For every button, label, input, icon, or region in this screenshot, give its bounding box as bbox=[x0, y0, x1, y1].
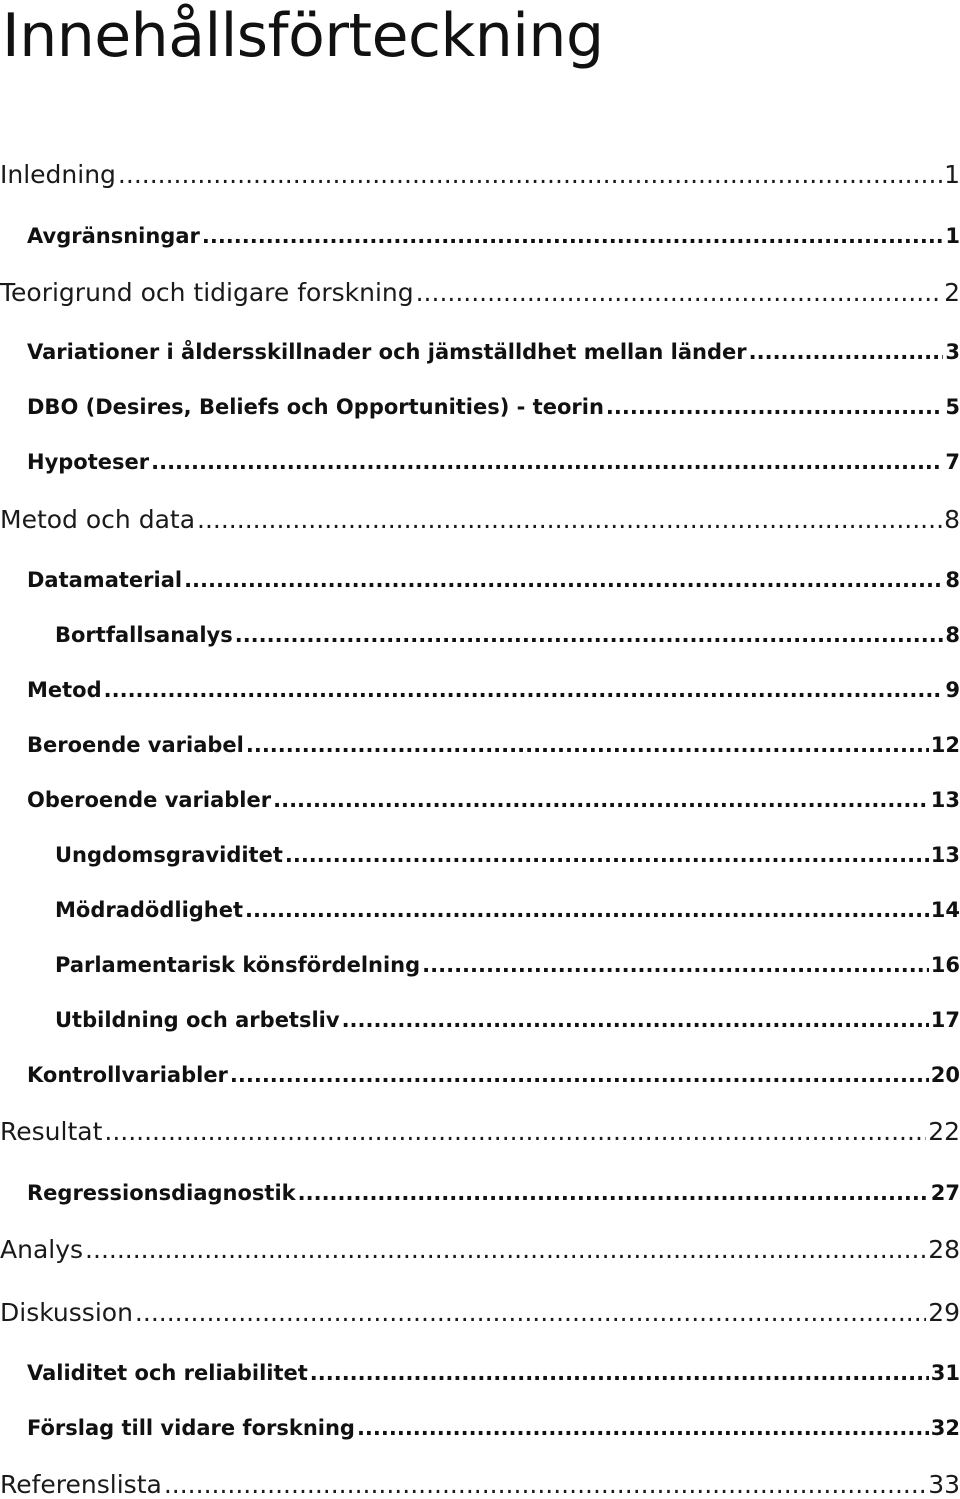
toc-entry-label: Ungdomsgraviditet bbox=[55, 843, 283, 867]
toc-entry-avgransningar[interactable] bbox=[27, 224, 960, 248]
dot-leader bbox=[85, 1235, 926, 1264]
dot-leader bbox=[298, 1181, 929, 1205]
toc-entry-page: 8 bbox=[945, 623, 960, 647]
toc-entry-page: 16 bbox=[930, 953, 960, 977]
toc-entry-page: 20 bbox=[930, 1063, 960, 1087]
toc-entry-label: Bortfallsanalys bbox=[55, 623, 233, 647]
dot-leader bbox=[118, 160, 942, 189]
toc-entry-parlamentarisk[interactable] bbox=[55, 953, 960, 977]
dot-leader bbox=[235, 623, 944, 647]
toc-entry-page: 2 bbox=[944, 278, 960, 307]
toc-entry-bortfallsanalys[interactable] bbox=[55, 623, 960, 647]
toc-entry-resultat[interactable] bbox=[0, 1117, 960, 1146]
toc-entry-label: Hypoteser bbox=[27, 450, 150, 474]
toc-entry-label: Resultat bbox=[0, 1117, 103, 1146]
toc-entry-label: Validitet och reliabilitet bbox=[27, 1361, 308, 1385]
dot-leader bbox=[246, 733, 929, 757]
dot-leader bbox=[197, 505, 942, 534]
toc-entry-page: 8 bbox=[945, 568, 960, 592]
toc-entry-label: Utbildning och arbetsliv bbox=[55, 1008, 340, 1032]
toc-entry-datamaterial[interactable] bbox=[27, 568, 960, 592]
dot-leader bbox=[749, 340, 944, 364]
dot-leader bbox=[104, 678, 944, 702]
toc-entry-label: Oberoende variabler bbox=[27, 788, 272, 812]
dot-leader bbox=[135, 1298, 926, 1327]
dot-leader bbox=[230, 1063, 929, 1087]
toc-entry-forslag[interactable] bbox=[27, 1416, 960, 1440]
toc-entry-referenslista[interactable] bbox=[0, 1470, 960, 1499]
toc-entry-regressionsdiagnostik[interactable] bbox=[27, 1181, 960, 1205]
toc-entry-label: Parlamentarisk könsfördelning bbox=[55, 953, 421, 977]
toc-entry-analys[interactable] bbox=[0, 1235, 960, 1264]
toc-entry-modradodlighet[interactable] bbox=[55, 898, 960, 922]
toc-entry-page: 13 bbox=[930, 788, 960, 812]
toc-entry-kontrollvariabler[interactable] bbox=[27, 1063, 960, 1087]
toc-entry-label: Referenslista bbox=[0, 1470, 162, 1499]
dot-leader bbox=[606, 395, 943, 419]
dot-leader bbox=[285, 843, 929, 867]
dot-leader bbox=[357, 1416, 929, 1440]
dot-leader bbox=[184, 568, 943, 592]
toc-entry-page: 12 bbox=[930, 733, 960, 757]
toc-entry-dbo[interactable] bbox=[27, 395, 960, 419]
toc-entry-page: 14 bbox=[930, 898, 960, 922]
toc-entry-label: Inledning bbox=[0, 160, 116, 189]
dot-leader bbox=[422, 953, 929, 977]
toc-entry-metod-och-data[interactable] bbox=[0, 505, 960, 534]
toc-entry-label: Analys bbox=[0, 1235, 84, 1264]
toc-entry-beroende-variabel[interactable] bbox=[27, 733, 960, 757]
toc-entry-label: Förslag till vidare forskning bbox=[27, 1416, 355, 1440]
dot-leader bbox=[416, 278, 942, 307]
toc-entry-label: Teorigrund och tidigare forskning bbox=[0, 278, 414, 307]
toc-entry-ungdomsgraviditet[interactable] bbox=[55, 843, 960, 867]
dot-leader bbox=[164, 1470, 926, 1499]
toc-entry-label: DBO (Desires, Beliefs och Opportunities) - teorin bbox=[27, 395, 604, 419]
dot-leader bbox=[151, 450, 943, 474]
toc-entry-page: 5 bbox=[945, 395, 960, 419]
toc-entry-page: 28 bbox=[928, 1235, 960, 1264]
toc-entry-page: 3 bbox=[945, 340, 960, 364]
page-title: Innehållsförteckning bbox=[2, 1, 604, 71]
toc-entry-label: Regressionsdiagnostik bbox=[27, 1181, 296, 1205]
toc-entry-variationer[interactable] bbox=[27, 340, 960, 364]
toc-entry-diskussion[interactable] bbox=[0, 1298, 960, 1327]
toc-entry-page: 9 bbox=[945, 678, 960, 702]
toc-entry-label: Kontrollvariabler bbox=[27, 1063, 228, 1087]
toc-entry-page: 8 bbox=[944, 505, 960, 534]
toc-entry-label: Metod bbox=[27, 678, 102, 702]
toc-entry-label: Diskussion bbox=[0, 1298, 133, 1327]
toc-entry-label: Datamaterial bbox=[27, 568, 183, 592]
toc-entry-page: 1 bbox=[944, 160, 960, 189]
toc-entry-label: Variationer i åldersskillnader och jämställdhet mellan länder bbox=[27, 340, 747, 364]
toc-entry-hypoteser[interactable] bbox=[27, 450, 960, 474]
toc-entry-label: Beroende variabel bbox=[27, 733, 244, 757]
dot-leader bbox=[342, 1008, 929, 1032]
toc-entry-page: 31 bbox=[930, 1361, 960, 1385]
dot-leader bbox=[104, 1117, 926, 1146]
toc-entry-page: 29 bbox=[928, 1298, 960, 1327]
dot-leader bbox=[310, 1361, 929, 1385]
toc-entry-page: 32 bbox=[930, 1416, 960, 1440]
toc-entry-oberoende-variabler[interactable] bbox=[27, 788, 960, 812]
toc-entry-label: Avgränsningar bbox=[27, 224, 200, 248]
toc-entry-page: 22 bbox=[928, 1117, 960, 1146]
toc-entry-page: 7 bbox=[945, 450, 960, 474]
toc-entry-page: 1 bbox=[945, 224, 960, 248]
toc-entry-page: 13 bbox=[930, 843, 960, 867]
dot-leader bbox=[273, 788, 929, 812]
dot-leader bbox=[202, 224, 944, 248]
toc-entry-page: 33 bbox=[928, 1470, 960, 1499]
toc-entry-teorigrund[interactable] bbox=[0, 278, 960, 307]
toc-entry-utbildning[interactable] bbox=[55, 1008, 960, 1032]
toc-entry-metod[interactable] bbox=[27, 678, 960, 702]
toc-entry-page: 27 bbox=[930, 1181, 960, 1205]
toc-entry-validitet[interactable] bbox=[27, 1361, 960, 1385]
toc-entry-label: Mödradödlighet bbox=[55, 898, 244, 922]
toc-entry-label: Metod och data bbox=[0, 505, 196, 534]
dot-leader bbox=[245, 898, 929, 922]
toc-entry-inledning[interactable] bbox=[0, 160, 960, 189]
toc-entry-page: 17 bbox=[930, 1008, 960, 1032]
